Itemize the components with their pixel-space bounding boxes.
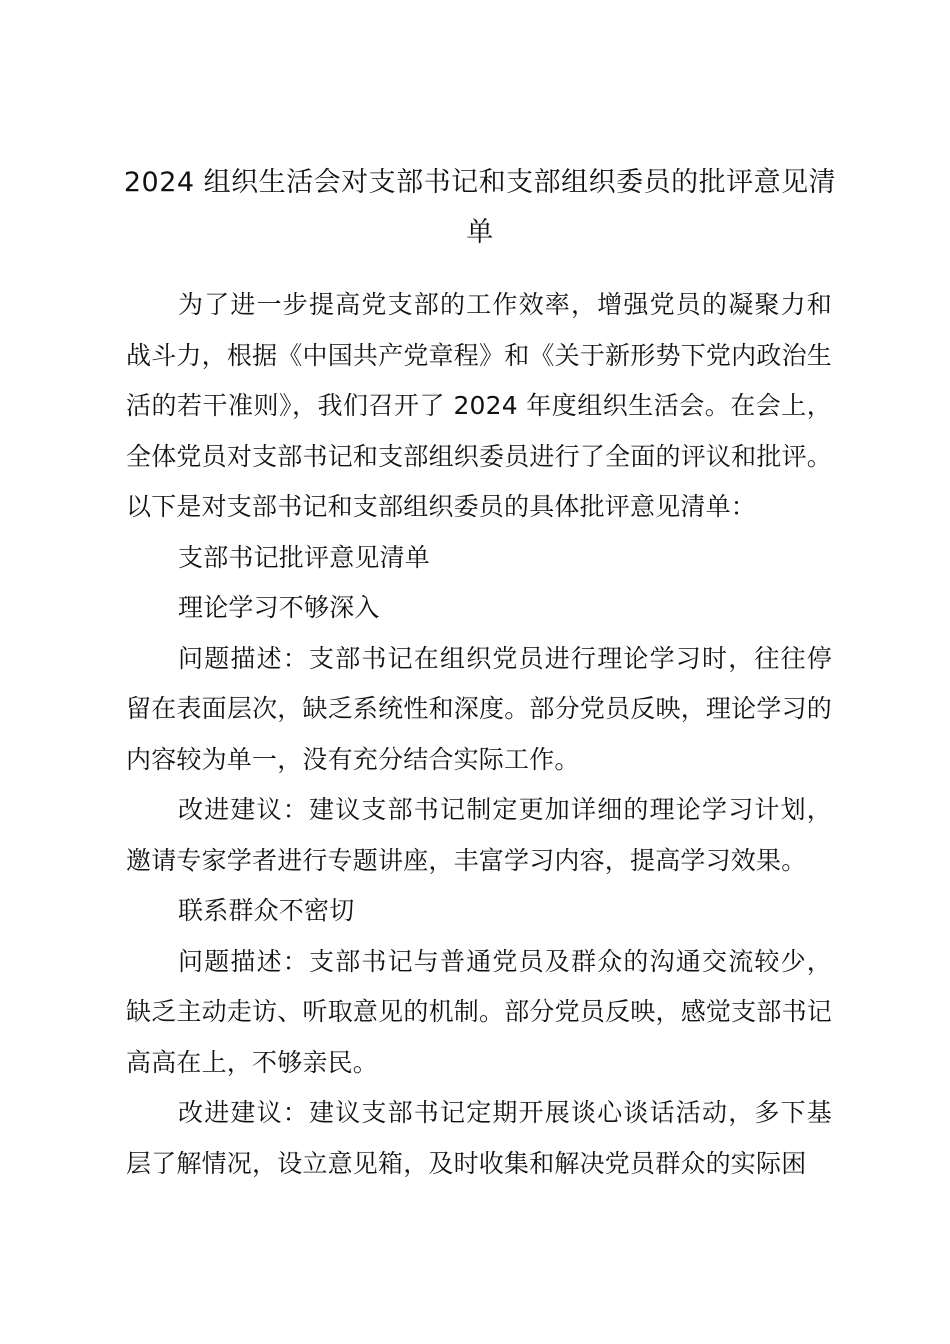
improvement-suggestion: 改进建议：建议支部书记定期开展谈心谈话活动，多下基层了解情况，设立意见箱，及时收集和解决党员群众的实际困 (126, 1098, 832, 1178)
document-body (126, 280, 832, 1189)
intro-paragraph: 为了进一步提高党支部的工作效率，增强党员的凝聚力和战斗力，根据《中国共产党章程》和《关于新形势下党内政治生活的若干准则》，我们召开了 2024 年度组织生活会。在会上，全体党员对支部书记和支部组织委员进行了全面的评议和批评。以下是对支部书记和支部组织委员的具体批评意见清单： (126, 290, 832, 521)
issue-heading: 联系群众不密切 (178, 896, 355, 925)
document-title: 2024 组织生活会对支部书记和支部组织委员的批评意见清单 (123, 167, 837, 248)
problem-description: 问题描述：支部书记与普通党员及群众的沟通交流较少，缺乏主动走访、听取意见的机制。部分党员反映，感觉支部书记高高在上，不够亲民。 (126, 946, 832, 1077)
issue-heading: 理论学习不够深入 (178, 593, 380, 622)
problem-description: 问题描述：支部书记在组织党员进行理论学习时，往往停留在表面层次，缺乏系统性和深度。部分党员反映，理论学习的内容较为单一，没有充分结合实际工作。 (126, 643, 832, 774)
section-heading: 支部书记批评意见清单 (178, 542, 431, 572)
improvement-suggestion: 改进建议：建议支部书记制定更加详细的理论学习计划，邀请专家学者进行专题讲座，丰富学习内容，提高学习效果。 (126, 795, 832, 875)
